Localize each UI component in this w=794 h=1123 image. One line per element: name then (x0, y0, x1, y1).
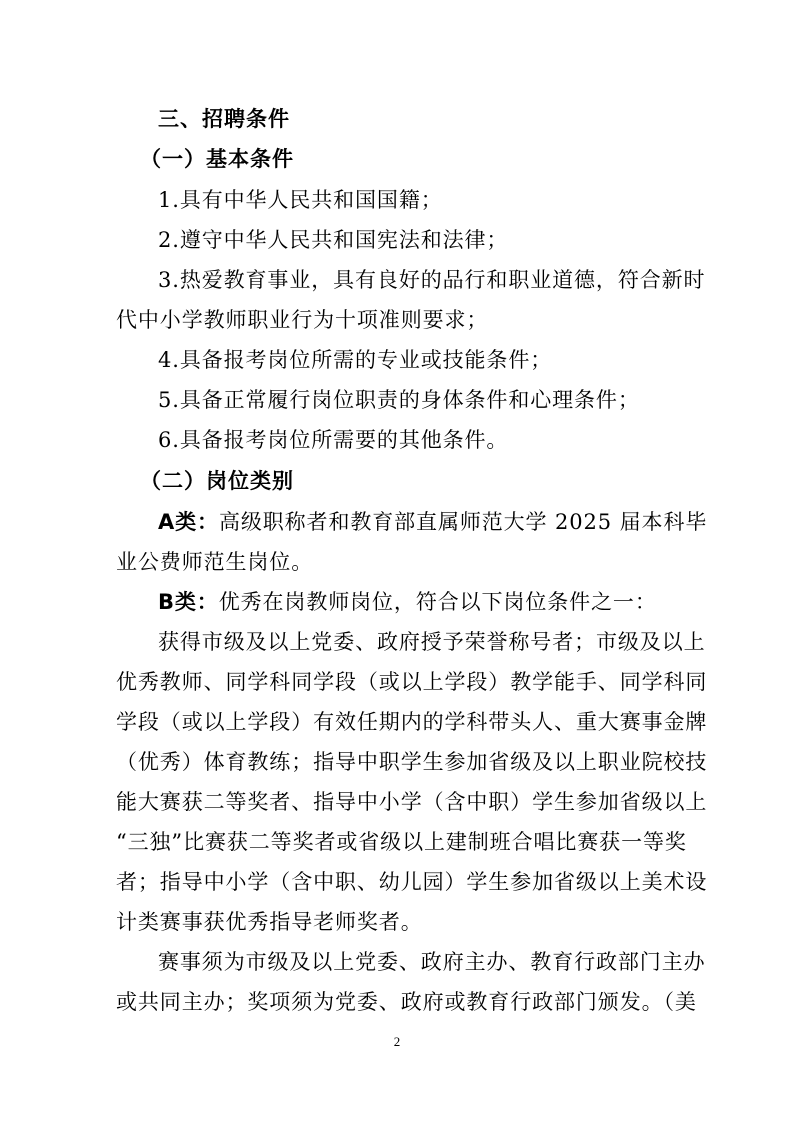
category-b-para-line: 能大赛获二等奖者、指导中小学（含中职）学生参加省级以上 (116, 790, 708, 814)
basic-conditions-heading: （一）基本条件 (140, 147, 294, 171)
category-a-label: A类： (158, 510, 219, 534)
basic-item-4: 4.具备报考岗位所需的专业或技能条件； (158, 348, 553, 372)
basic-item-3-cont: 代中小学教师职业行为十项准则要求； (116, 308, 489, 332)
section-title: 三、招聘条件 (158, 107, 290, 131)
category-b-para-line: 学段（或以上学段）有效任期内的学科带头人、重大赛事金牌 (116, 710, 708, 734)
category-b-para-line: “三独”比赛获二等奖者或省级以上建制班合唱比赛获一等奖 (116, 830, 687, 854)
category-b-para-line: 者；指导中小学（含中职、幼儿园）学生参加省级以上美术设 (116, 870, 708, 894)
page-number: 2 (393, 1034, 401, 1049)
position-categories-heading: （二）岗位类别 (140, 469, 294, 493)
category-b-text: 优秀在岗教师岗位，符合以下岗位条件之一： (218, 590, 657, 614)
category-b-para-line: 计类赛事获优秀指导老师奖者。 (116, 910, 423, 934)
category-b-label: B类： (158, 590, 219, 614)
category-b-para-line: 优秀教师、同学科同学段（或以上学段）教学能手、同学科同 (116, 670, 708, 694)
basic-item-2: 2.遵守中华人民共和国宪法和法律； (158, 228, 509, 252)
basic-item-1: 1.具有中华人民共和国国籍； (158, 188, 443, 212)
note-para-line: 或共同主办；奖项须为党委、政府或教育行政部门颁发。（美 (116, 990, 697, 1014)
category-b-para-line: （优秀）体育教练；指导中职学生参加省级及以上职业院校技 (116, 750, 708, 774)
basic-item-6: 6.具备报考岗位所需要的其他条件。 (158, 428, 509, 452)
category-a-line-2: 业公费师范生岗位。 (116, 550, 314, 574)
basic-item-3: 3.热爱教育事业，具有良好的品行和职业道德，符合新时 (158, 268, 706, 292)
category-a-text: 高级职称者和教育部直属师范大学 2025 届本科毕 (218, 510, 708, 534)
category-a-line-1 (158, 503, 708, 541)
category-b-line-1 (158, 583, 686, 621)
basic-item-5: 5.具备正常履行岗位职责的身体条件和心理条件； (158, 388, 640, 412)
category-b-para-line: 获得市级及以上党委、政府授予荣誉称号者；市级及以上 (158, 630, 706, 654)
note-para-line: 赛事须为市级及以上党委、政府主办、教育行政部门主办 (158, 950, 706, 974)
